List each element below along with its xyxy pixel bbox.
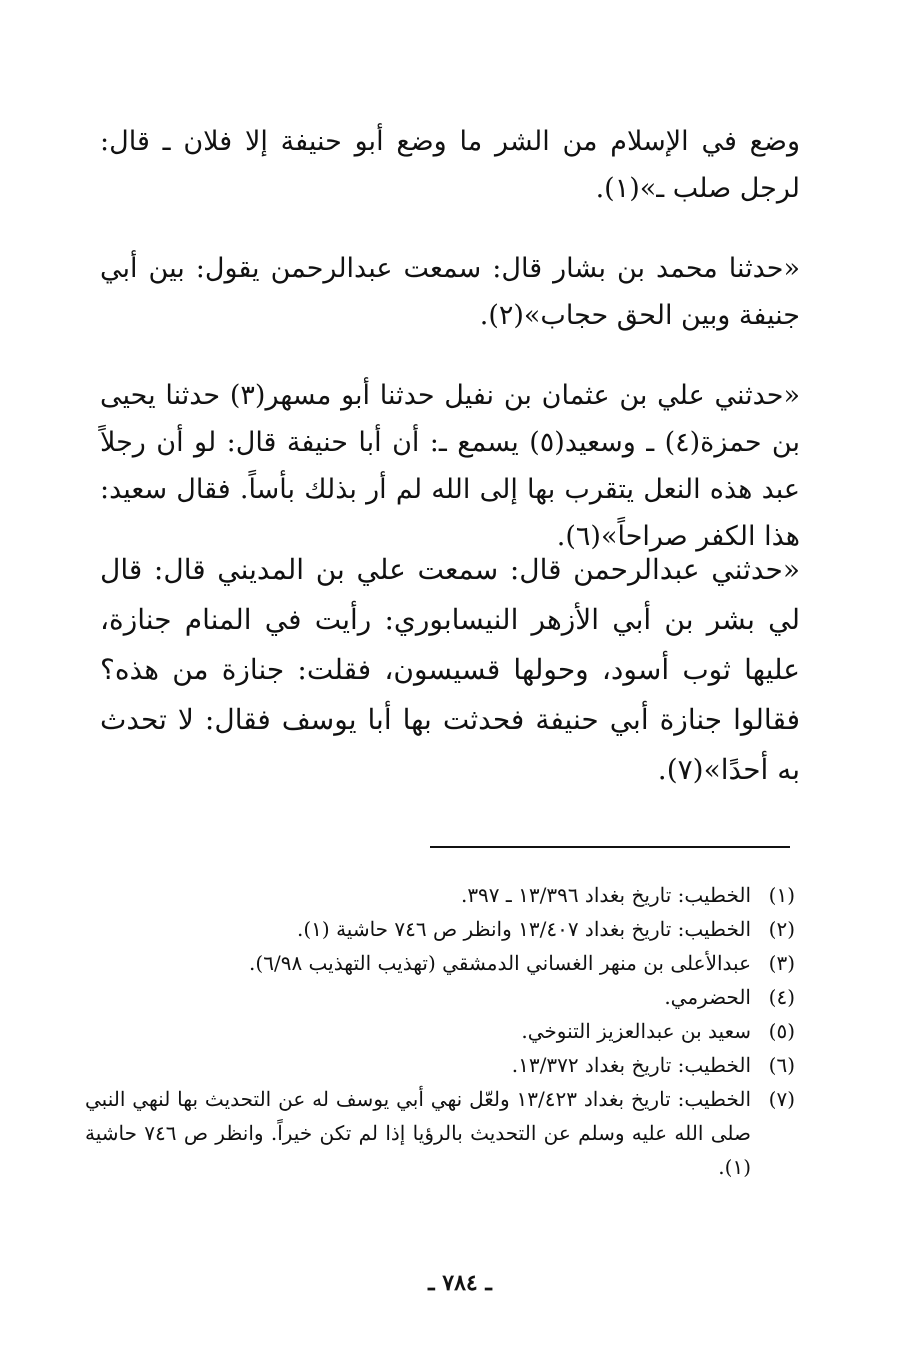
- footnote-text: الخطيب: تاريخ بغداد ١٣/٤٢٣ ولعّل نهي أبي يوسف له عن التحديث بها لنهي النبي صلى الله عليه وسلم عن التحديث بالرؤيا إذا لم تكن خيراً. وانظر ص ٧٤٦ حاشية (١).: [85, 1087, 751, 1179]
- footnote-divider: [430, 846, 790, 848]
- footnote-item: [85, 1014, 795, 1048]
- footnote-text: الحضرمي.: [664, 985, 751, 1009]
- footnote-text: عبدالأعلى بن منهر الغساني الدمشقي (تهذيب التهذيب ٦/٩٨).: [249, 951, 751, 975]
- footnote-text: الخطيب: تاريخ بغداد ١٣/٤٠٧ وانظر ص ٧٤٦ حاشية (١).: [296, 917, 751, 941]
- footnote-number: (٣): [768, 951, 795, 975]
- footnote-number: (١): [768, 883, 795, 907]
- footnote-number: (٧): [768, 1087, 795, 1111]
- footnotes-list: [85, 878, 795, 1184]
- paragraph-text: «حدثنا محمد بن بشار قال: سمعت عبدالرحمن يقول: بين أبي جنيفة وبين الحق حجاب»(٢).: [100, 253, 800, 331]
- paragraph-text: «حدثني عبدالرحمن قال: سمعت علي بن المديني قال: قال لي بشر بن أبي الأزهر النيسابوري: رأيت في المنام جنازة، عليها ثوب أسود، وحولها قسيسون، فقلت: جنازة من هذه؟ فقالوا جنازة أبي حنيفة فحدثت بها أبا يوسف فقال: لا تحدث به أحدًا»(٧).: [100, 553, 800, 786]
- footnote-item: [85, 912, 795, 946]
- paragraph-text: وضع في الإسلام من الشر ما وضع أبو حنيفة إلا فلان ـ قال: لرجل صلب ـ»(١).: [100, 126, 800, 204]
- footnote-item: [85, 946, 795, 980]
- body-paragraph-3: [100, 372, 800, 560]
- footnote-text: سعيد بن عبدالعزيز التنوخي.: [521, 1019, 751, 1043]
- footnote-number: (٢): [768, 917, 795, 941]
- footnote-item: [85, 878, 795, 912]
- footnote-number: (٥): [768, 1019, 795, 1043]
- footnote-item: [85, 980, 795, 1014]
- footnote-text: الخطيب: تاريخ بغداد ١٣/٣٩٦ ـ ٣٩٧.: [460, 883, 751, 907]
- footnote-item: [85, 1048, 795, 1082]
- page-number: ـ ٧٨٤ ـ: [428, 1270, 492, 1296]
- body-paragraph-2: [100, 245, 800, 339]
- footnote-text: الخطيب: تاريخ بغداد ١٣/٣٧٢.: [511, 1053, 751, 1077]
- body-paragraph-1: [100, 118, 800, 212]
- body-paragraph-4: [100, 545, 800, 795]
- footnote-number: (٦): [768, 1053, 795, 1077]
- paragraph-text: «حدثني علي بن عثمان بن نفيل حدثنا أبو مسهر(٣) حدثنا يحيى بن حمزة(٤) ـ وسعيد(٥) يسمع ـ: أن أبا حنيفة قال: لو أن رجلاً عبد هذه النعل يتقرب بها إلى الله لم أر بذلك بأساً. فقال سعيد: هذا الكفر صراحاً»(٦).: [100, 380, 801, 552]
- footnote-number: (٤): [768, 985, 795, 1009]
- footnote-item: [85, 1082, 795, 1184]
